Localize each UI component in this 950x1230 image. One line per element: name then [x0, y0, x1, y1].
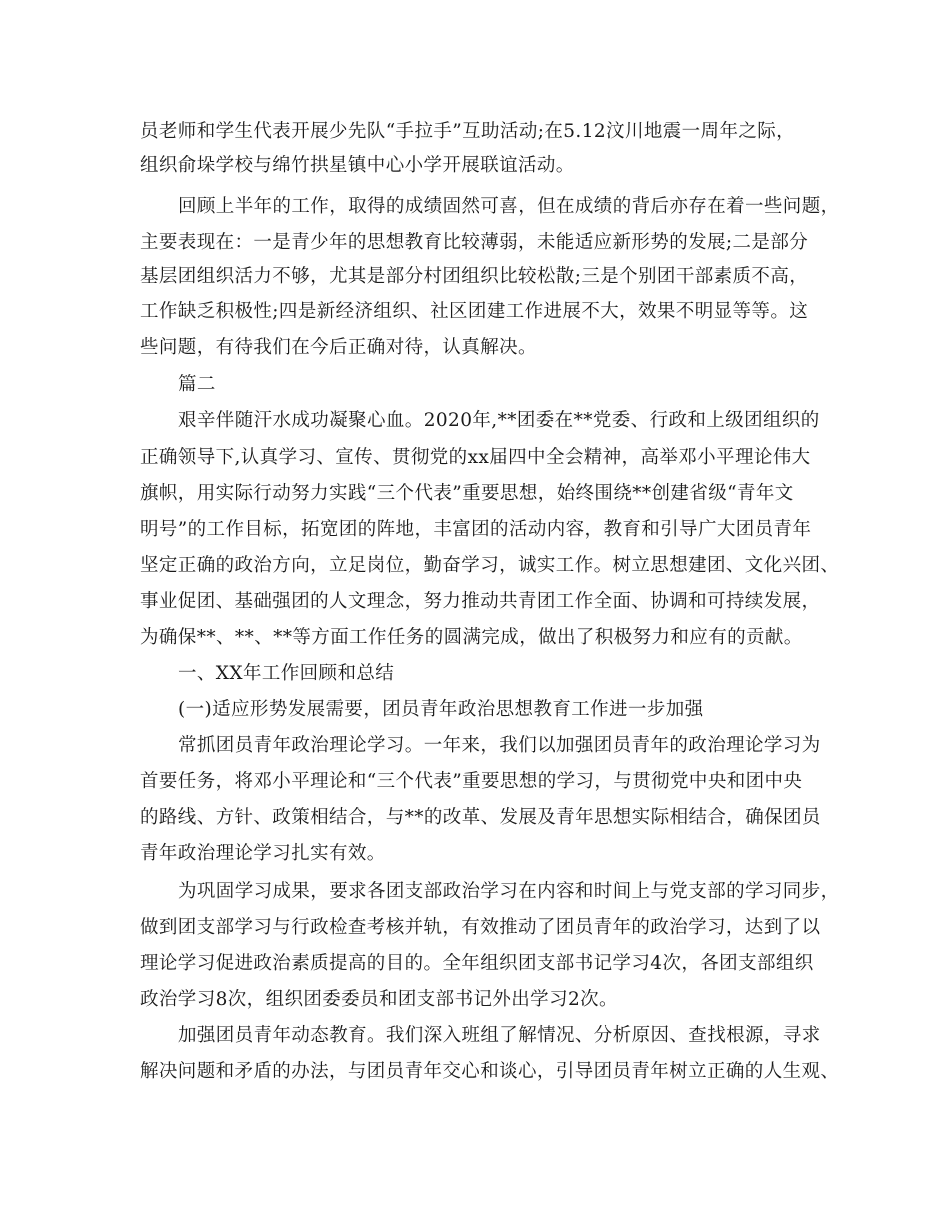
- paragraph-line: 加强团员青年动态教育。我们深入班组了解情况、分析原因、查找根源，寻求: [178, 1025, 821, 1046]
- section-heading: 篇二: [178, 374, 216, 395]
- section-heading: 一、XX年工作回顾和总结: [178, 663, 395, 684]
- paragraph-line: 明号”的工作目标，拓宽团的阵地，丰富团的活动内容，教育和引导广大团员青年: [140, 519, 812, 540]
- subsection-heading: (一)适应形势发展需要，团员青年政治思想教育工作进一步加强: [178, 699, 704, 720]
- paragraph-line: 理论学习促进政治素质提高的目的。全年组织团支部书记学习4次，各团支部组织: [140, 953, 814, 974]
- paragraph-line: 为确保**、**、**等方面工作任务的圆满完成，做出了积极努力和应有的贡献。: [140, 627, 803, 648]
- paragraph-line: 首要任务，将邓小平理论和“三个代表”重要思想的学习，与贯彻党中央和团中央: [140, 771, 803, 792]
- paragraph-line: 做到团支部学习与行政检查考核并轨，有效推动了团员青年的政治学习，达到了以: [140, 917, 821, 938]
- paragraph-line: 旗帜，用实际行动努力实践“三个代表”重要思想，始终围绕**创建省级“青年文: [140, 483, 794, 504]
- paragraph-line: 青年政治理论学习扎实有效。: [140, 843, 386, 864]
- paragraph-line: 些问题，有待我们在今后正确对待，认真解决。: [140, 337, 537, 358]
- paragraph-line: 坚定正确的政治方向，立足岗位，勤奋学习，诚实工作。树立思想建团、文化兴团、: [140, 555, 840, 576]
- paragraph-line: 常抓团员青年政治理论学习。一年来，我们以加强团员青年的政治理论学习为: [178, 735, 821, 756]
- paragraph-line: 事业促团、基础强团的人文理念，努力推动共青团工作全面、协调和可持续发展，: [140, 591, 821, 612]
- paragraph-line: 正确领导下,认真学习、宣传、贯彻党的xx届四中全会精神，高举邓小平理论伟大: [140, 447, 811, 468]
- paragraph-line: 工作缺乏积极性;四是新经济组织、社区团建工作进展不大，效果不明显等等。这: [140, 301, 809, 322]
- paragraph-line: 解决问题和矛盾的办法，与团员青年交心和谈心，引导团员青年树立正确的人生观、: [140, 1061, 840, 1082]
- paragraph-line: 的路线、方针、政策相结合，与**的改革、发展及青年思想实际相结合，确保团员: [140, 807, 821, 828]
- paragraph-line: 主要表现在：一是青少年的思想教育比较薄弱，未能适应新形势的发展;二是部分: [140, 232, 809, 253]
- paragraph-line: 艰辛伴随汗水成功凝聚心血。2020年,**团委在**党委、行政和上级团组织的: [178, 410, 820, 431]
- paragraph-line: 政治学习8次，组织团委委员和团支部书记外出学习2次。: [140, 989, 618, 1010]
- paragraph-line: 基层团组织活力不够，尤其是部分村团组织比较松散;三是个别团干部素质不高，: [140, 266, 809, 287]
- paragraph-line: 回顾上半年的工作，取得的成绩固然可喜，但在成绩的背后亦存在着一些问题，: [178, 196, 840, 217]
- paragraph-line: 组织俞垛学校与绵竹拱星镇中心小学开展联谊活动。: [140, 155, 575, 176]
- paragraph-line: 为巩固学习成果，要求各团支部政治学习在内容和时间上与党支部的学习同步，: [178, 881, 840, 902]
- paragraph-line: 员老师和学生代表开展少先队“手拉手”互助活动;在5.12汶川地震一周年之际，: [140, 121, 796, 142]
